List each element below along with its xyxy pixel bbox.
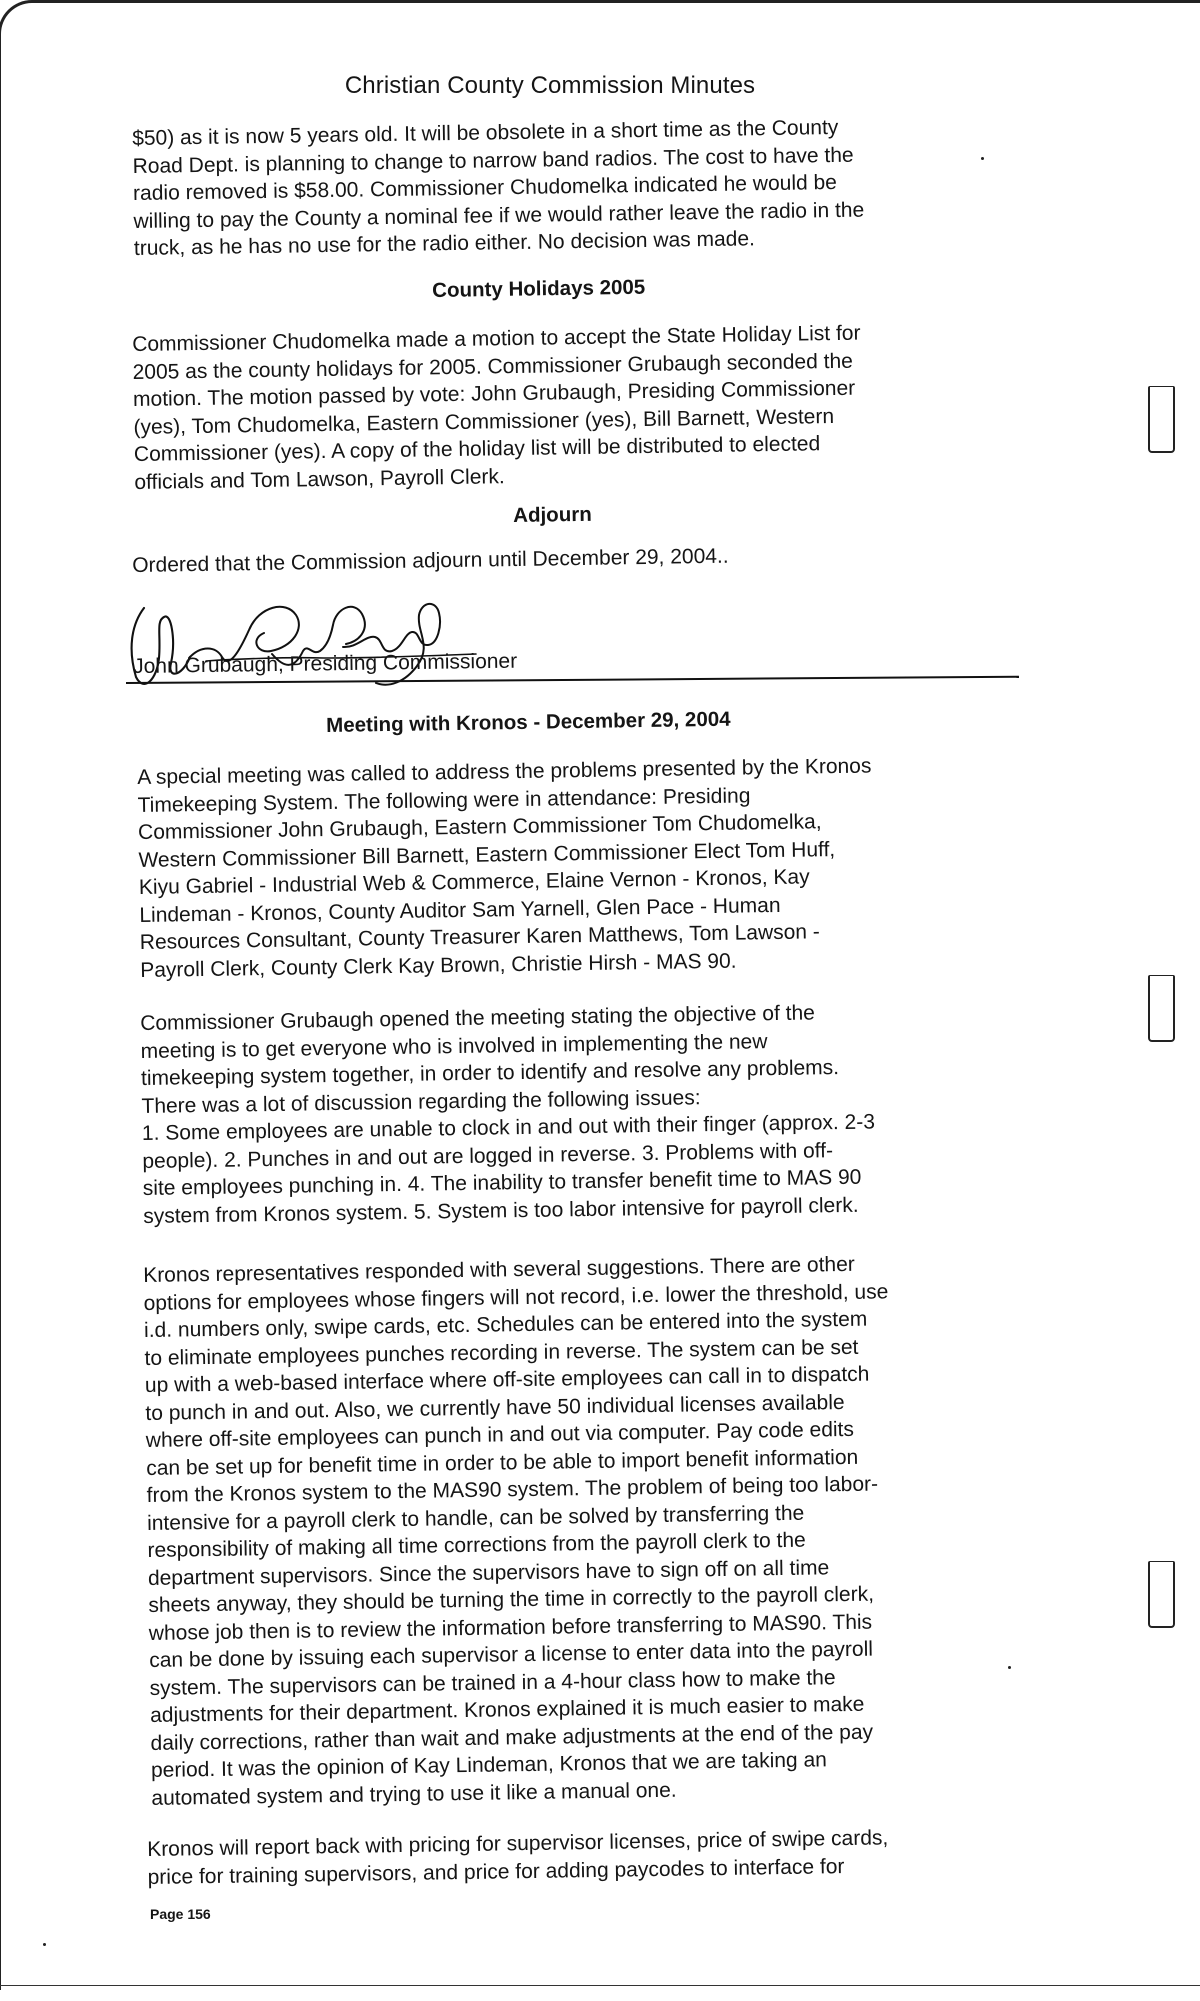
text-line: radio removed is $58.00. Commissioner Chudomelka indicated he would be [132,170,838,205]
holidays-paragraph [132,317,1009,496]
text-line: options for employees whose fingers will not record, i.e. lower the threshold, use [143,1279,889,1315]
kronos-issues-paragraph [140,996,1018,1230]
text-line: intensive for a payroll clerk to handle, can be solved by transferring the [146,1501,805,1535]
kronos-response-paragraph [143,1248,1027,1812]
text-line: A special meeting was called to address the problems presented by the Kronos [137,754,872,789]
text-line: where off-site employees can punch in and out via computer. Pay code edits [145,1417,855,1452]
kronos-attendance-paragraph [137,750,1015,984]
signature-caption: John Grubaugh, Presiding Commissioner [133,649,518,678]
text-line: department supervisors. Since the supervisors have to sign off on all time [147,1555,830,1590]
text-line: Kronos representatives responded with several suggestions. There are other [143,1252,855,1287]
text-line: whose job then is to review the information before transferring to MAS90. This [148,1610,873,1645]
text-line: period. It was the opinion of Kay Lindeman, Kronos that we are taking an [150,1748,828,1782]
text-line: to eliminate employees punches recording in reverse. The system can be set [144,1335,859,1370]
margin-marker-2 [1148,975,1175,1042]
running-head: Christian County Commission Minutes [344,72,756,99]
text-line: Commissioner Grubaugh opened the meeting stating the objective of the [140,1001,816,1035]
text-line: Lindeman - Kronos, County Auditor Sam Yarnell, Glen Pace - Human [139,893,781,927]
text-line: sheets anyway, they should be turning the time in correctly to the payroll clerk, [148,1582,875,1617]
text-line: 2005 as the county holidays for 2005. Commissioner Grubaugh seconded the [132,349,854,384]
text-line: Road Dept. is planning to change to narrow band radios. The cost to have the [132,143,854,178]
scan-speck [981,157,984,160]
text-line: can be done by issuing each supervisor a license to enter data into the payroll [149,1637,874,1672]
opening-paragraph [132,111,1009,262]
holidays-heading: County Holidays 2005 [432,275,646,302]
text-line: 1. Some employees are unable to clock in and out with their finger (approx. 2-3 [141,1110,876,1145]
text-line: Payroll Clerk, County Clerk Kay Brown, Christie Hirsh - MAS 90. [140,949,737,982]
text-line: to punch in and out. Also, we currently have 50 individual licenses available [145,1390,845,1425]
adjourn-paragraph: Ordered that the Commission adjourn until December 29, 2004.. [132,544,729,577]
text-line: adjustments for their department. Kronos explained it is much easier to make [149,1692,865,1727]
margin-marker-3 [1148,1561,1175,1628]
text-line: Western Commissioner Bill Barnett, Eastern Commissioner Elect Tom Huff, [138,837,836,872]
text-line: daily corrections, rather than wait and make adjustments at the end of the pay [150,1720,874,1755]
text-line: i.d. numbers only, swipe cards, etc. Schedules can be entered into the system [143,1307,868,1342]
text-line: Kiyu Gabriel - Industrial Web & Commerce, Elaine Vernon - Kronos, Kay [138,865,810,899]
text-line: (yes), Tom Chudomelka, Eastern Commissioner (yes), Bill Barnett, Western [133,404,835,439]
text-line: willing to pay the County a nominal fee if we would rather leave the radio in the [133,198,865,233]
page-bottom-edge [0,1985,1200,1986]
text-line: meeting is to get everyone who is involved in implementing the new [140,1029,768,1063]
text-line: officials and Tom Lawson, Payroll Clerk. [134,464,505,494]
text-line: There was a lot of discussion regarding the following issues: [141,1085,701,1118]
text-line: can be set up for benefit time in order to be able to import benefit information [146,1445,859,1480]
scan-speck [1008,1666,1011,1669]
text-line: Commissioner John Grubaugh, Eastern Commissioner Tom Chudomelka, [137,810,822,844]
text-line: people). 2. Punches in and out are logged in reverse. 3. Problems with off- [142,1138,834,1173]
text-line: site employees punching in. 4. The inability to transfer benefit time to MAS 90 [142,1165,862,1200]
margin-marker-1 [1148,386,1175,453]
text-line: $50) as it is now 5 years old. It will be obsolete in a short time as the County [132,115,839,150]
text-line: system from Kronos system. 5. System is too labor intensive for payroll clerk. [143,1193,859,1228]
text-line: Resources Consultant, County Treasurer Karen Matthews, Tom Lawson - [139,920,820,954]
text-line: Commissioner Chudomelka made a motion to accept the State Holiday List for [132,321,861,356]
scan-speck [43,1943,46,1946]
adjourn-heading: Adjourn [513,502,592,527]
text-line: system. The supervisors can be trained in a 4-hour class how to make the [149,1665,836,1700]
text-line: up with a web-based interface where off-site employees can call in to dispatch [144,1362,870,1397]
kronos-heading: Meeting with Kronos - December 29, 2004 [326,707,731,737]
text-line: Kronos will report back with pricing for supervisor licenses, price of swipe cards, [147,1826,889,1861]
text-line: timekeeping system together, in order to identify and resolve any problems. [140,1056,840,1090]
page-number: Page 156 [150,1906,211,1922]
text-line: from the Kronos system to the MAS90 system. The problem of being too labor- [146,1472,879,1507]
text-line: Commissioner (yes). A copy of the holiday list will be distributed to elected [133,432,821,466]
text-line: Timekeeping System. The following were in attendance: Presiding [137,783,751,817]
text-line: responsibility of making all time corrections from the payroll clerk to the [147,1528,806,1562]
text-line: motion. The motion passed by vote: John Grubaugh, Presiding Commissioner [132,376,856,411]
text-line: automated system and trying to use it like a manual one. [151,1778,677,1810]
text-line: truck, as he has no use for the radio either. No decision was made. [133,227,756,260]
text-line: price for training supervisors, and price for adding paycodes to interface for [147,1854,845,1889]
signature-block [126,590,1026,700]
